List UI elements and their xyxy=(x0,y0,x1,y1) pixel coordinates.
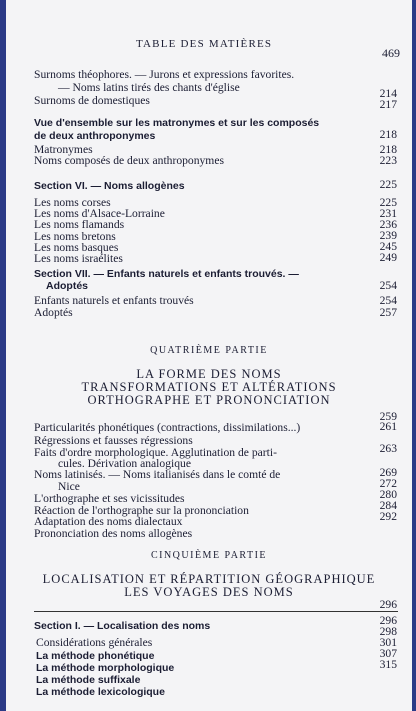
toc-entry: Les noms israélites xyxy=(34,252,123,265)
toc-page: 292 xyxy=(379,510,397,523)
toc-entry: — Noms latins tirés des chants d'église xyxy=(58,81,240,94)
toc-heading: Adoptés xyxy=(46,280,88,292)
part-title: TRANSFORMATIONS ET ALTÉRATIONS xyxy=(81,380,337,394)
toc-page: 254 xyxy=(379,279,397,292)
toc-entry: Adaptation des noms dialectaux xyxy=(34,515,183,528)
toc-heading: Vue d'ensemble sur les matronymes et sur les composés xyxy=(34,117,320,129)
toc-entry: Surnoms de domestiques xyxy=(34,94,150,107)
toc-page: 225 xyxy=(379,196,397,209)
toc-heading: de deux anthroponymes xyxy=(34,130,156,142)
toc-entry: Régressions et fausses régressions xyxy=(34,434,193,447)
toc-entry: Réaction de l'orthographe sur la prononciation xyxy=(34,504,249,517)
toc-page: 214 xyxy=(379,87,397,100)
part-title: LOCALISATION ET RÉPARTITION GÉOGRAPHIQUE xyxy=(42,572,376,586)
toc-page: 315 xyxy=(379,658,397,671)
book-page xyxy=(6,0,412,711)
divider xyxy=(34,611,398,612)
toc-entry: La méthode lexicologique xyxy=(36,686,165,698)
toc-page: 269 xyxy=(379,466,397,479)
toc-entry: Prononciation des noms allogènes xyxy=(34,527,193,540)
toc-entry: Les noms corses xyxy=(34,196,111,209)
toc-entry: Faits d'ordre morphologique. Agglutination de parti- xyxy=(34,446,277,459)
toc-page: 218 xyxy=(379,143,397,156)
part-title: LA FORME DES NOMS xyxy=(136,367,282,381)
toc-page: 307 xyxy=(379,647,397,660)
toc-entry: Considérations générales xyxy=(36,636,153,649)
toc-entry: Noms composés de deux anthroponymes xyxy=(34,154,224,167)
toc-page: 298 xyxy=(379,625,397,638)
toc-page: 259 xyxy=(379,410,397,423)
header-title: TABLE DES MATIÈRES xyxy=(136,38,273,50)
toc-entry: Noms latinisés. — Noms italianisés dans le comté de xyxy=(34,468,281,481)
toc-entry: Les noms basques xyxy=(34,241,119,254)
part-label: QUATRIÈME PARTIE xyxy=(150,345,268,356)
toc-page: 301 xyxy=(379,636,397,649)
toc-page: 218 xyxy=(379,128,397,141)
part-title: LES VOYAGES DES NOMS xyxy=(124,585,294,599)
toc-page: 231 xyxy=(379,207,397,220)
running-header xyxy=(6,38,412,58)
toc-entry: Matronymes xyxy=(34,143,93,156)
toc-entry: Les noms flamands xyxy=(34,218,125,231)
part-title: ORTHOGRAPHE ET PRONONCIATION xyxy=(87,393,331,407)
toc-entry: Enfants naturels et enfants trouvés xyxy=(34,294,194,307)
toc-page: 263 xyxy=(379,442,397,455)
toc-page: 236 xyxy=(379,218,397,231)
toc-page: 254 xyxy=(379,294,397,307)
toc-page: 217 xyxy=(379,98,397,111)
toc-page: 296 xyxy=(379,598,397,611)
toc-entry: Nice xyxy=(58,480,80,493)
toc-entry: Surnoms théophores. — Jurons et expressions favorites. xyxy=(34,68,295,81)
toc-entry: Particularités phonétiques (contractions, dissimilations...) xyxy=(34,421,301,434)
toc-entry: Adoptés xyxy=(34,306,73,319)
toc-page: 245 xyxy=(379,240,397,253)
toc-page: 261 xyxy=(379,420,397,433)
toc-entry: Les noms d'Alsace-Lorraine xyxy=(34,207,165,220)
toc-page: 284 xyxy=(379,499,397,512)
toc-page: 239 xyxy=(379,229,397,242)
toc-entry: Les noms bretons xyxy=(34,230,116,243)
toc-page: 296 xyxy=(379,614,397,627)
toc-entry: L'orthographe et ses vicissitudes xyxy=(34,492,185,505)
section-title: Section I. — Localisation des noms xyxy=(34,620,211,632)
section-title: Section VI. — Noms allogènes xyxy=(34,180,185,192)
section-heading xyxy=(34,619,210,633)
toc-page: 225 xyxy=(379,178,397,191)
toc-page: 280 xyxy=(379,488,397,501)
toc-page: 257 xyxy=(379,306,397,319)
toc-page: 272 xyxy=(379,477,397,490)
toc-entry: La méthode suffixale xyxy=(36,674,141,686)
toc-entry: La méthode phonétique xyxy=(36,650,155,662)
toc-entry: La méthode morphologique xyxy=(36,662,175,674)
header-page-number: 469 xyxy=(382,46,400,60)
toc-page: 223 xyxy=(379,154,397,167)
toc-entry: cules. Dérivation analogique xyxy=(58,457,191,470)
toc-page: 249 xyxy=(379,251,397,264)
section-heading xyxy=(34,179,185,193)
part-label: CINQUIÈME PARTIE xyxy=(150,550,268,561)
section-title: Section VII. — Enfants naturels et enfants trouvés. — xyxy=(34,268,299,280)
